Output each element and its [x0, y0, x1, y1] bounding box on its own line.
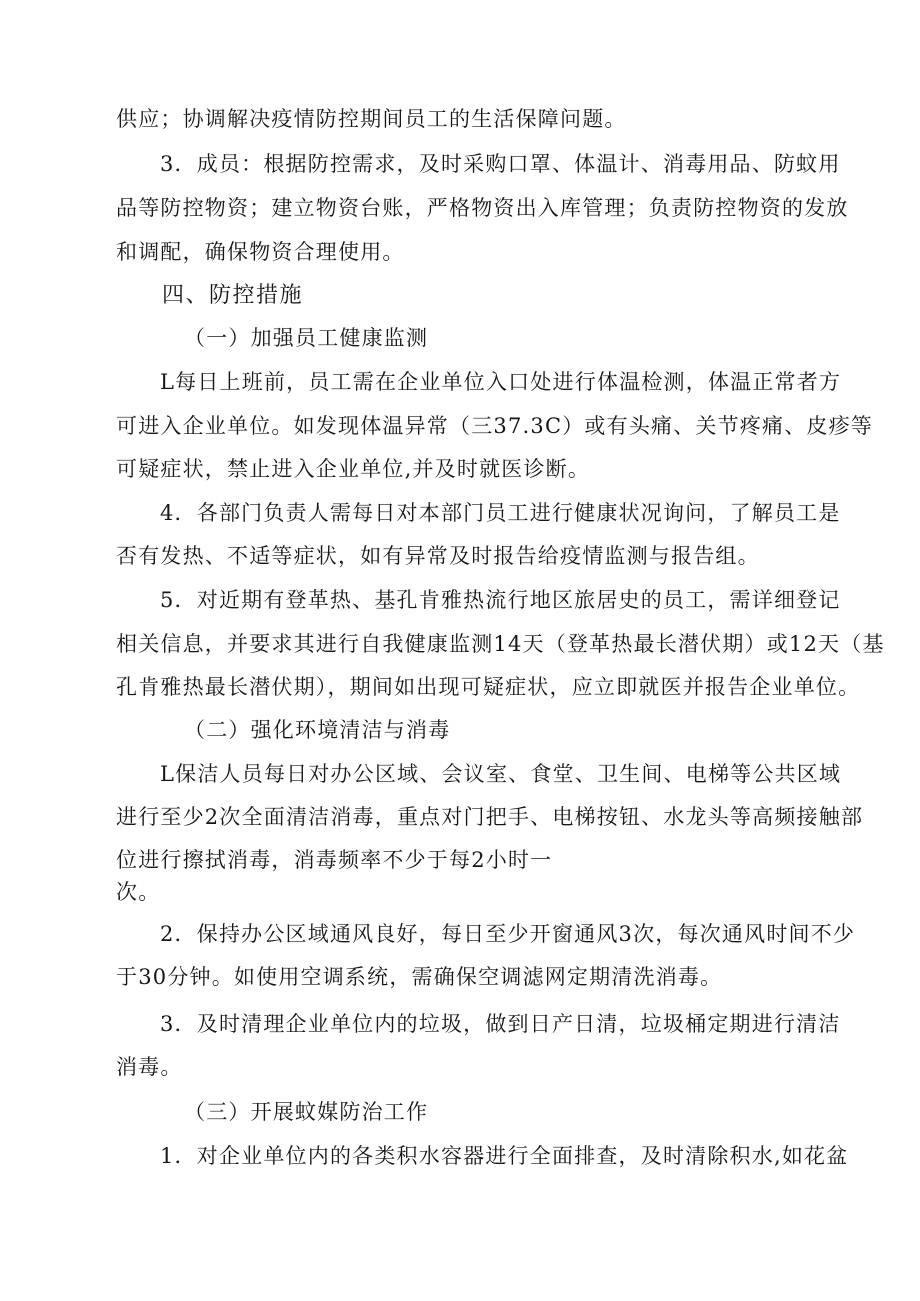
text-line: 于30分钟。如使用空调系统，需确保空调滤网定期清洗消毒。 [116, 965, 723, 989]
text-line: 1．对企业单位内的各类积水容器进行全面排查，及时清除积水,如花盆 [160, 1144, 849, 1168]
text-line: 3．成员：根据防控需求，及时采购口罩、体温计、消毒用品、防蚊用 [160, 152, 841, 176]
subsection-heading: （三）开展蚊媒防治工作 [184, 1100, 429, 1124]
text-line: 3．及时清理企业单位内的垃圾，做到日产日清，垃圾桶定期进行清洁 [160, 1012, 841, 1036]
text-line: 进行至少2次全面清洁消毒，重点对门把手、电梯按钮、水龙头等高频接触部 [116, 805, 864, 829]
text-line: 供应；协调解决疫情防控期间员工的生活保障问题。 [116, 107, 627, 131]
text-line: 次。 [116, 880, 161, 904]
text-line: L每日上班前，员工需在企业单位入口处进行体温检测，体温正常者方 [160, 370, 842, 394]
text-line: 4．各部门负责人需每日对本部门员工进行健康状况询问，了解员工是 [160, 501, 841, 525]
text-line: L保洁人员每日对办公区域、会议室、食堂、卫生间、电梯等公共区域 [160, 762, 842, 786]
text-line: 消毒。 [116, 1055, 183, 1079]
text-line: 品等防控物资；建立物资台账，严格物资出入库管理；负责防控物资的发放 [116, 196, 849, 220]
subsection-heading: （二）强化环境清洁与消毒 [184, 718, 451, 742]
text-line: 否有发热、不适等症状，如有异常及时报告给疫情监测与报告组。 [116, 544, 760, 568]
section-heading: 四、防控措施 [162, 283, 304, 308]
text-line: 位进行擦拭消毒，消毒频率不少于每2小时一 [116, 848, 553, 872]
text-line: 可疑症状，禁止进入企业单位,并及时就医诊断。 [116, 457, 591, 481]
text-line: 可进入企业单位。如发现体温异常（三37.3C）或有头痛、关节疼痛、皮疹等 [116, 414, 874, 438]
subsection-heading: （一）加强员工健康监测 [184, 326, 429, 350]
text-line: 孔肯雅热最长潜伏期），期间如出现可疑症状，应立即就医并报告企业单位。 [116, 675, 861, 699]
text-line: 相关信息，并要求其进行自我健康监测14天（登革热最长潜伏期）或12天（基 [116, 632, 885, 656]
text-line: 5．对近期有登革热、基孔肯雅热流行地区旅居史的员工，需详细登记 [160, 588, 841, 612]
text-line: 和调配，确保物资合理使用。 [116, 240, 405, 264]
text-line: 2．保持办公区域通风良好，每日至少开窗通风3次，每次通风时间不少 [160, 922, 856, 946]
